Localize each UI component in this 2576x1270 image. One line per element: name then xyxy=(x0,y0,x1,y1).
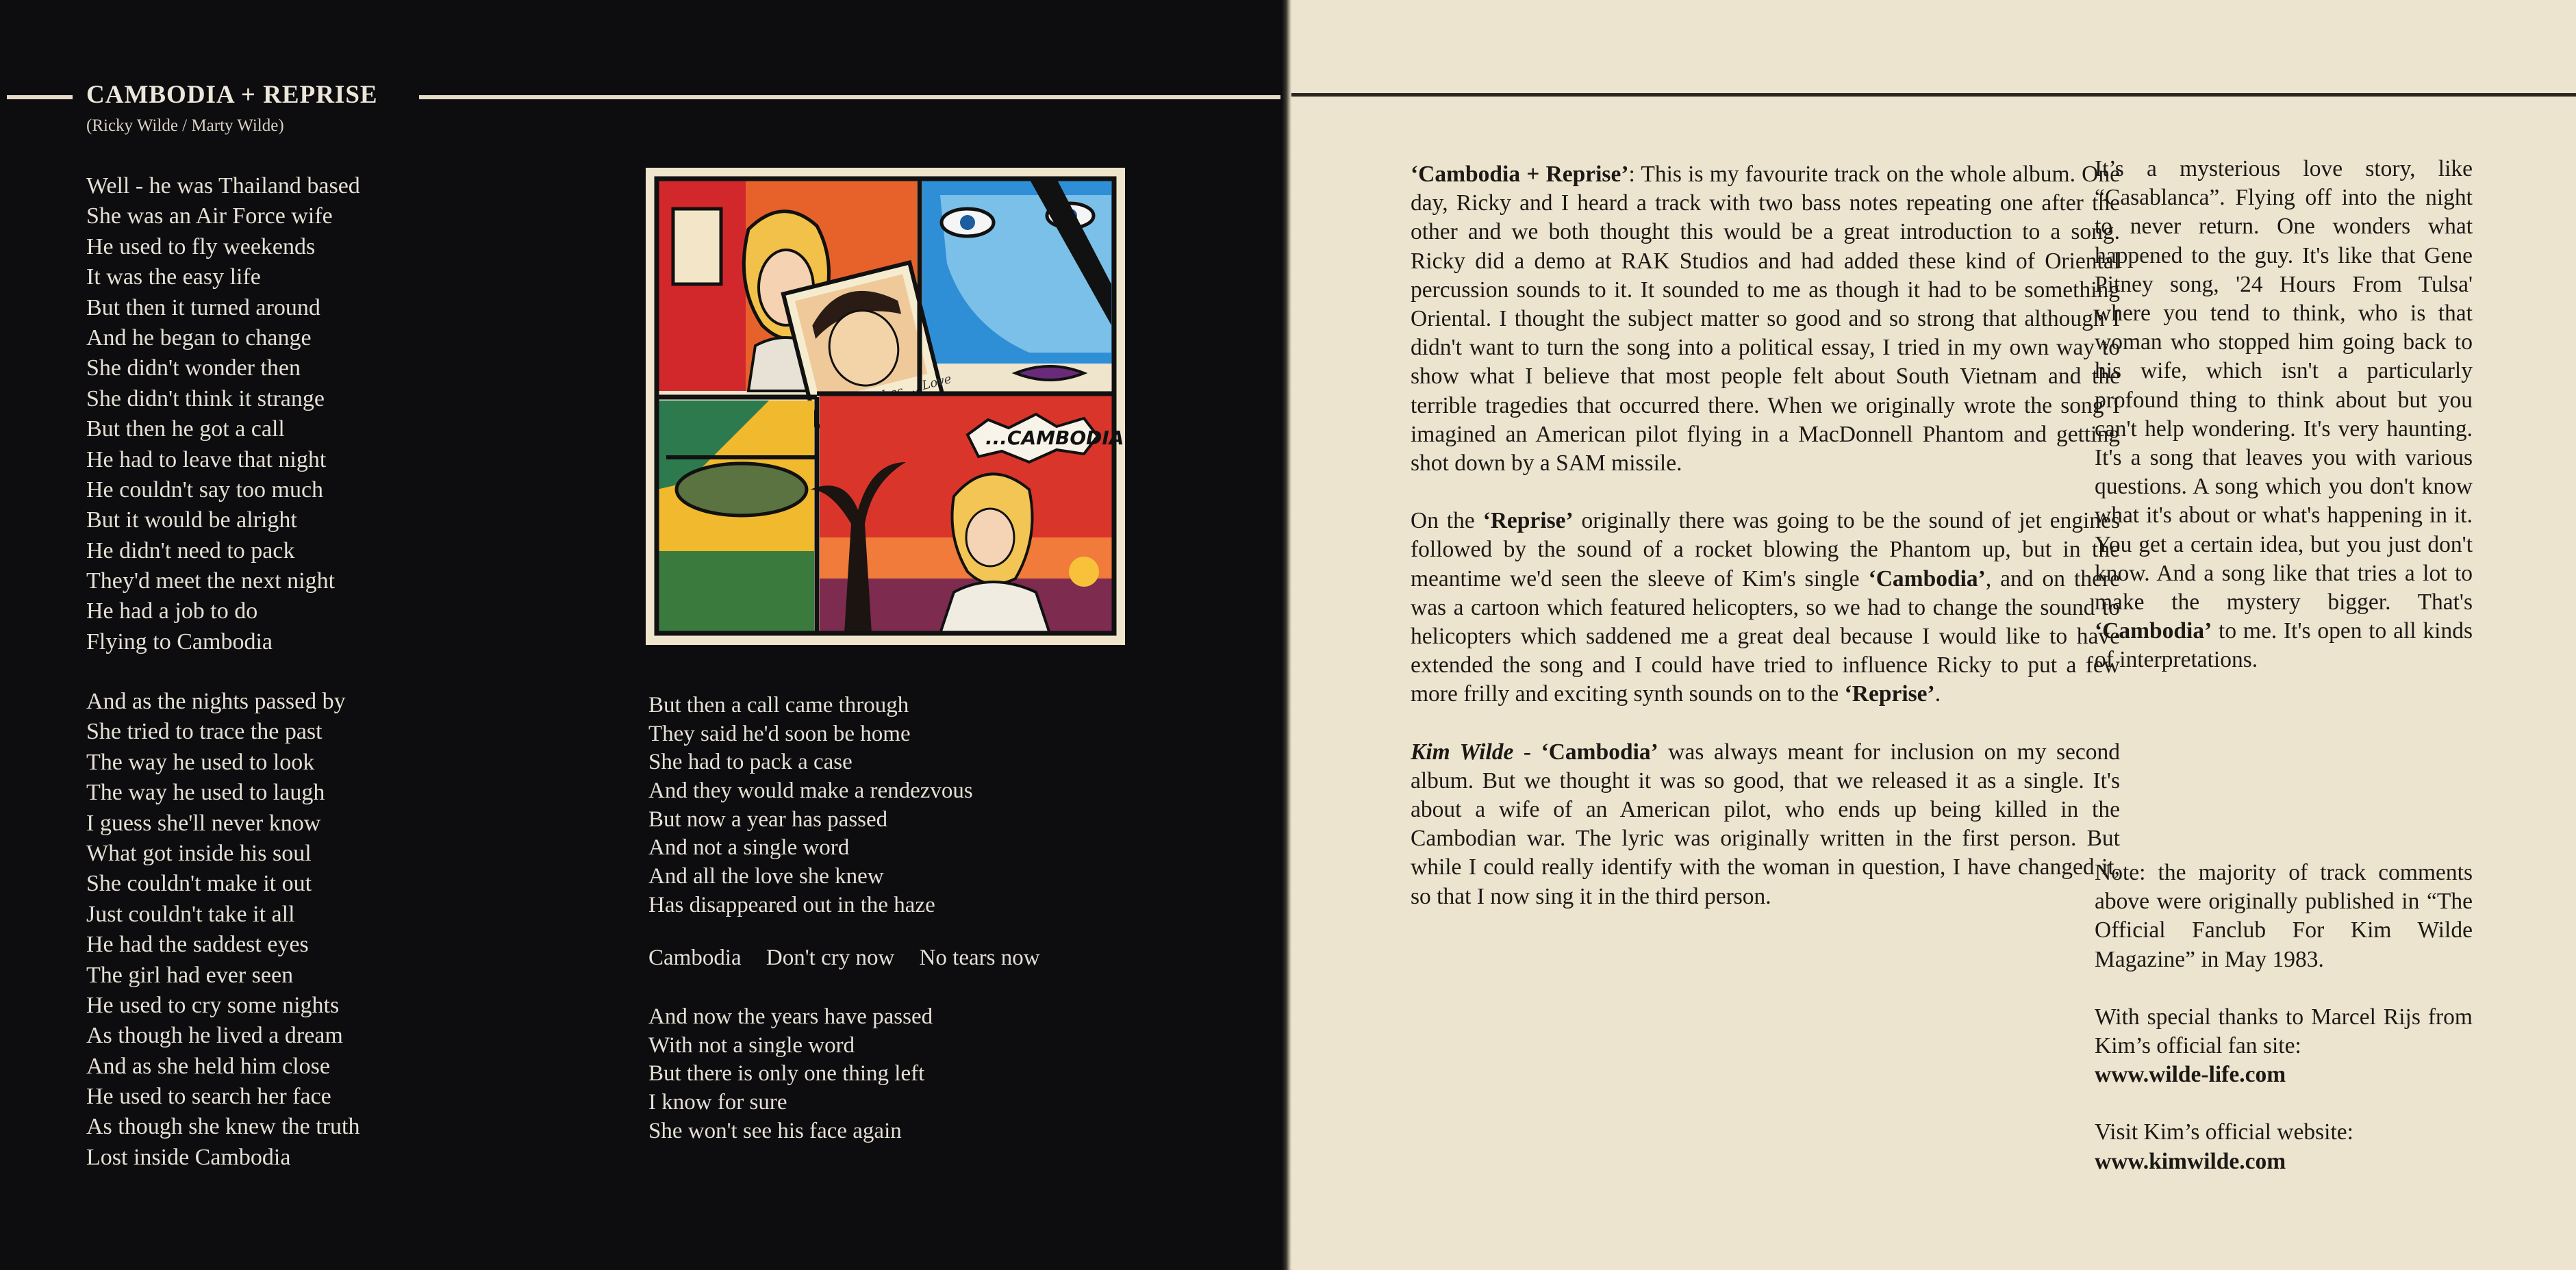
lyric-line: I know for sure xyxy=(648,1090,787,1115)
cambodia-ref: ‘Cambodia’ xyxy=(1541,739,1658,765)
lyric-line: But there is only one thing left xyxy=(648,1061,925,1087)
lyric-line: They said he'd soon be home xyxy=(648,721,911,746)
lyric-line: They'd meet the next night xyxy=(86,568,336,594)
lyric-line: He didn't need to pack xyxy=(86,537,295,563)
credits-notes-column xyxy=(2095,859,2473,1176)
lyric-line: And now the years have passed xyxy=(648,1004,933,1029)
lyric-line: As though he lived a dream xyxy=(86,1023,343,1049)
lyric-line: He used to cry some nights xyxy=(86,992,340,1018)
source-note: Note: the majority of track comments above were originally published in “The Official Fanclub For Kim Wilde Magazine” in May 1983. xyxy=(2095,860,2473,972)
cambodia-ref: ‘Cambodia’ xyxy=(1868,566,1986,592)
lyric-line: Lost inside Cambodia xyxy=(86,1144,291,1170)
artwork-caption: ...CAMBODIA xyxy=(985,427,1124,449)
lyric-line: He had the saddest eyes xyxy=(86,932,309,958)
lyrics-verse-4 xyxy=(648,1003,933,1145)
comment-paragraph-4: It’s a mysterious love story, like “Casablanca”. Flying off into the night to never return. One wonders what happened to the guy. It's like that Gene Pitney song, '24 Hours From Tulsa' where you tend to think, who is that woman who stopped him going back to his wife, which isn't a particularly profound thing to think about but you can't help wondering. It's very haunting. It's a song that leaves you with various questions. A song which you don't know what it's about or what's happening in it. You get a certain idea, but you just don't know. And a song like that tries a lot to make the mystery bigger. That's ‘Cambodia’ to me. It's open to all kinds of interpretations. xyxy=(2095,156,2473,673)
lyric-line: Has disappeared out in the haze xyxy=(648,892,935,917)
lyrics-verse-2 xyxy=(86,687,359,1173)
lyrics-verse-1 xyxy=(86,171,360,657)
track-title-ref: ‘Cambodia + Reprise’ xyxy=(1411,162,1629,187)
lyrics-page xyxy=(0,0,1282,1270)
reprise-ref: ‘Reprise’ xyxy=(1482,508,1574,534)
booklet-spine xyxy=(1282,0,1291,1270)
comment-paragraph-3: Kim Wilde - ‘Cambodia’ was always meant for inclusion on my second album. But we thought it was so good, that we released it as a single. It's about a wife of an American pilot, who ends up being killed in the Cambodian war. The lyric was originally written in the first person. But while I could really identify with the woman in question, I have changed it, so that I now sing it in the third person. xyxy=(1411,739,2121,909)
songwriter-credits: (Ricky Wilde / Marty Wilde) xyxy=(86,116,284,135)
lyric-line: Well - he was Thailand based xyxy=(86,173,360,199)
speaker-name: Kim Wilde xyxy=(1411,739,1514,765)
comment-paragraph-1: ‘Cambodia + Reprise’: This is my favourite track on the whole album. One day, Ricky and I heard a track with two bass notes repeating one after the other and we both thought this would be a great introduction to a song. Ricky did a demo at RAK Studios and had added these kind of Oriental percussion sounds to it. It sounded to me as though it had to be something Oriental. I thought the subject matter so good and so strong that although I didn't want to turn the song into a political essay, I tried in my own way to show what I believe that most people felt about South Vietnam and the terrible tragedies that occurred there. When we originally wrote the song I imagined an American pilot flying in a MacDonnell Phantom and getting shot down by a SAM missile. xyxy=(1411,162,2120,477)
official-site-note: Visit Kim’s official website: www.kimwilde.com xyxy=(2095,1119,2353,1174)
lyric-line: He used to search her face xyxy=(86,1084,331,1110)
lyric-line: He couldn't say too much xyxy=(86,477,324,503)
lyric-line: But then it turned around xyxy=(86,294,320,320)
lyric-line: But now a year has passed xyxy=(648,807,888,832)
lyric-line: With not a single word xyxy=(648,1032,855,1058)
lyric-line: He had to leave that night xyxy=(86,446,327,472)
chorus-part: Don't cry now xyxy=(766,945,895,970)
lyric-line: And not a single word xyxy=(648,835,850,861)
reprise-ref: ‘Reprise’ xyxy=(1844,681,1935,707)
cambodia-ref: ‘Cambodia’ xyxy=(2095,618,2212,644)
lyric-line: It was the easy life xyxy=(86,264,261,290)
lyric-line: She didn't think it strange xyxy=(86,385,325,411)
lyric-line: The girl had ever seen xyxy=(86,962,294,988)
thanks-note: With special thanks to Marcel Rijs from Kim’s official fan site: www.wilde-life.com xyxy=(2095,1004,2473,1088)
lyric-line: She won't see his face again xyxy=(648,1118,902,1143)
lyric-line: He had a job to do xyxy=(86,598,258,624)
header-rule xyxy=(1291,93,2576,97)
official-site-link[interactable]: www.kimwilde.com xyxy=(2095,1148,2286,1174)
lyric-line: She was an Air Force wife xyxy=(86,203,333,229)
lyric-line: And as she held him close xyxy=(86,1053,330,1079)
lyric-line: But then he got a call xyxy=(86,416,285,442)
comments-column-2 xyxy=(2095,155,2473,675)
lyric-line: She had to pack a case xyxy=(648,750,853,775)
lyric-line: And as the nights passed by xyxy=(86,689,346,714)
lyric-line: The way he used to laugh xyxy=(86,780,325,806)
fan-site-link[interactable]: www.wilde-life.com xyxy=(2095,1062,2286,1088)
comment-paragraph-2: On the ‘Reprise’ originally there was going to be the sound of jet engines followed by the sound of a rocket blowing the Phantom up, but in the meantime we'd seen the sleeve of Kim's single ‘Cambodia’, and on there was a cartoon which featured helicopters, so we had to change the sound to helicopters which saddened me a great deal because I would like to have extended the song and I could have tried to influence Ricky to put a few more frilly and exciting synth sounds on to the ‘Reprise’. xyxy=(1411,508,2120,707)
lyric-line: He used to fly weekends xyxy=(86,233,316,259)
lyric-line: And he began to change xyxy=(86,325,312,351)
lyric-line: And they would make a rendezvous xyxy=(648,778,973,804)
lyric-line: She didn't wonder then xyxy=(86,355,301,381)
lyric-line: As though she knew the truth xyxy=(86,1114,360,1140)
lyrics-verse-3 xyxy=(648,691,973,920)
lyric-line: Just couldn't take it all xyxy=(86,901,295,927)
lyric-line: And all the love she knew xyxy=(648,864,884,889)
lyrics-chorus xyxy=(648,945,1059,971)
lyric-line: She couldn't make it out xyxy=(86,871,312,897)
song-title: CAMBODIA + REPRISE xyxy=(86,81,378,109)
header-rule-right xyxy=(419,95,1280,99)
header-rule-left xyxy=(7,95,73,99)
lyric-line: But then a call came through xyxy=(648,693,909,717)
comments-column-1 xyxy=(1411,160,2120,911)
chorus-part: No tears now xyxy=(919,945,1040,970)
lyric-line: Flying to Cambodia xyxy=(86,628,273,655)
lyric-line: But it would be alright xyxy=(86,507,297,533)
track-comments-page xyxy=(1291,0,2576,1270)
single-cover-artwork xyxy=(646,168,1125,645)
lyric-line: The way he used to look xyxy=(86,749,315,775)
lyric-line: She tried to trace the past xyxy=(86,719,323,745)
lyric-line: What got inside his soul xyxy=(86,840,312,866)
lyric-line: I guess she'll never know xyxy=(86,810,321,836)
chorus-part: Cambodia xyxy=(648,945,742,970)
